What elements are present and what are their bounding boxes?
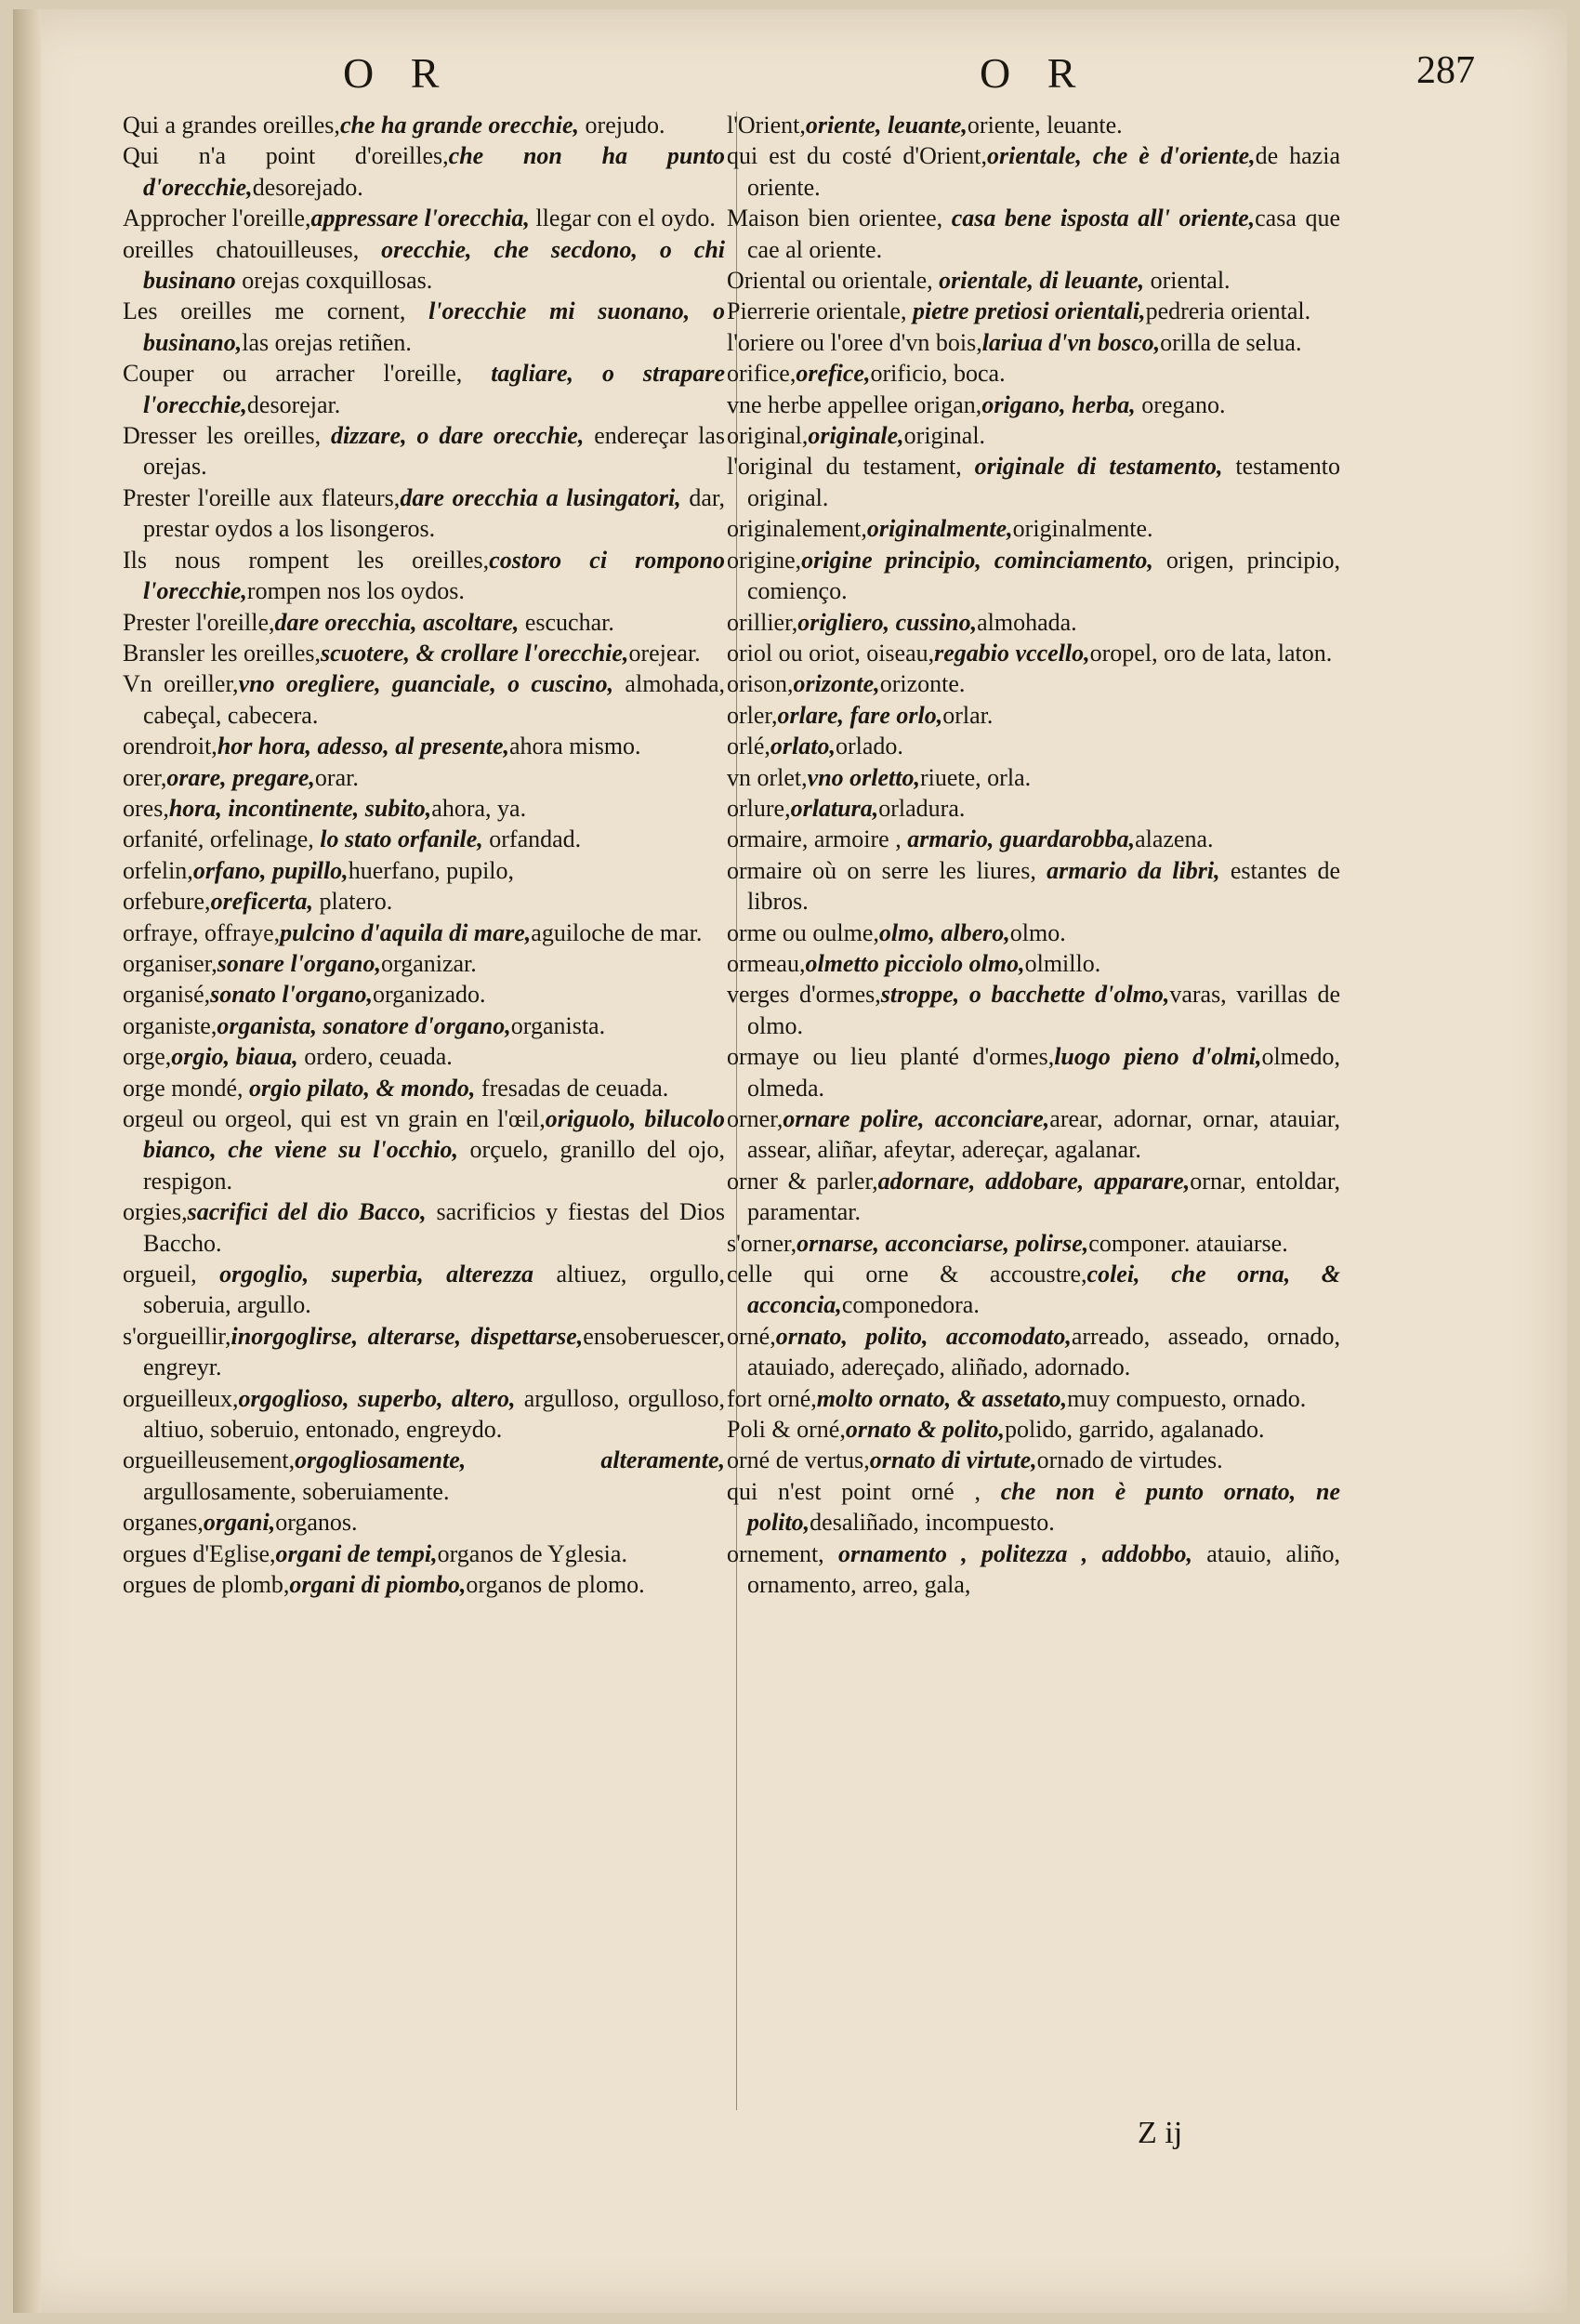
entry-french: orgueilleux, [123,1384,239,1412]
entry-spanish: componer. atauiarse. [1088,1229,1288,1257]
dictionary-entry [727,762,1340,793]
dictionary-entry [727,1476,1340,1538]
dictionary-entry [123,638,725,668]
dictionary-entry [727,296,1340,326]
entry-spanish: orladura. [878,794,966,822]
entry-italian: vno orletto, [807,763,920,791]
entry-spanish: sacrificios y fiestas del Dios Baccho. [143,1198,725,1257]
entry-spanish: componedora. [841,1291,980,1319]
entry-spanish: ornar, entoldar, paramentar. [747,1167,1340,1226]
entry-italian: oreficerta, [210,888,314,916]
entry-spanish: ahora mismo. [509,733,641,760]
entry-spanish: ensoberuescer, engreyr. [143,1322,725,1381]
entry-italian: organi di piombo, [289,1571,467,1599]
dictionary-entry [727,1041,1340,1103]
entry-italian: vno oregliere, guanciale, o cuscino, [238,670,614,698]
entry-spanish: fresadas de ceuada. [475,1074,669,1102]
entry-italian: origine principio, cominciamento, [801,546,1153,574]
entry-french: originalement, [727,515,867,543]
entry-italian: armario da libri, [1047,856,1220,884]
entry-french: Prester l'oreille aux flateurs, [123,483,401,511]
entry-italian: hora, incontinente, subito, [168,794,432,822]
entry-spanish: argulloso, orgulloso, altiuo, soberuio, entonado, engreydo. [143,1384,725,1444]
entry-french: orfraye, offraye, [123,918,281,946]
entry-spanish: endereçar las orejas. [143,422,725,481]
entry-italian: molto ornato, & assetato, [816,1384,1068,1412]
entry-italian: oriente, leuante, [805,112,968,139]
entry-italian: che non ha punto d'orecchie, [143,142,725,201]
dictionary-entry [727,1383,1340,1414]
entry-french: organes, [123,1509,204,1537]
entry-spanish: ornado de virtudes. [1036,1446,1223,1474]
entry-italian: orgogliosamente, alteramente, [295,1446,725,1474]
entry-spanish: organos. [275,1509,358,1537]
entry-french: qui est du costé d'Orient, [727,142,987,170]
entry-spanish: orilla de selua. [1160,328,1302,356]
entry-spanish: arear, adornar, ornar, atauiar, assear, aliñar, afeytar, adereçar, agalanar. [747,1105,1340,1164]
dictionary-entry [727,979,1340,1041]
dictionary-entry [727,1414,1340,1445]
dictionary-entry [123,203,725,233]
entry-french: Les oreilles me cornent, [123,297,429,325]
entry-spanish: olmedo, olmeda. [747,1043,1340,1102]
dictionary-entry [123,918,725,948]
entry-italian: originale, [808,422,904,450]
entry-french: vne herbe appellee origan, [727,390,982,418]
entry-french: qui n'est point orné , [727,1477,1001,1505]
entry-spanish: desaliñado, incompuesto. [810,1509,1055,1537]
entry-french: orgues d'Eglise, [123,1539,276,1567]
dictionary-entry [123,420,725,482]
entry-italian: orientale, che è d'oriente, [987,142,1256,170]
entry-spanish: escuchar. [519,608,614,636]
dictionary-entry [123,1010,725,1041]
entry-french: orgueilleusement, [123,1446,296,1474]
entry-italian: luogo pieno d'olmi, [1054,1043,1262,1071]
book-page [13,9,1567,2313]
entry-spanish: orejear. [628,639,701,667]
entry-spanish: oriente, leuante. [967,112,1123,139]
entry-french: origine, [727,546,802,574]
dictionary-entry [123,731,725,761]
entry-spanish: huerfano, pupilo, [348,856,515,884]
entry-spanish: organos de plomo. [466,1571,645,1599]
entry-italian: dare orecchia, ascoltare, [274,608,520,636]
right-column [727,110,1340,1601]
entry-french: ormeau, [727,949,806,977]
entry-italian: orare, pregare, [166,763,315,791]
entry-italian: orefice, [796,360,871,388]
entry-spanish: almohada. [977,608,1077,636]
entry-spanish: orfandad. [482,825,582,853]
dictionary-entry [727,513,1340,544]
dictionary-entry [727,1259,1340,1321]
entry-spanish: orificio, boca. [870,360,1006,388]
entry-italian: originale di testamento, [974,453,1223,481]
entry-french: orlure, [727,794,791,822]
entry-spanish: olmillo. [1024,949,1101,977]
entry-french: Dresser les oreilles, [123,422,331,450]
entry-french: l'oriere ou l'oree d'vn bois, [727,328,982,356]
entry-italian: olmo, albero, [878,918,1010,946]
entry-french: original, [727,422,809,450]
entry-italian: orgio, biaua, [171,1043,298,1071]
left-column [123,110,725,1601]
entry-italian: ornato & polito, [845,1416,1006,1444]
entry-italian: ornato, polito, accomodato, [775,1322,1072,1350]
entry-spanish: de hazia oriente. [747,142,1340,201]
entry-italian: lariua d'vn bosco, [981,328,1161,356]
entry-italian: lo stato orfanile, [320,825,483,853]
dictionary-entry [123,1041,725,1072]
entry-spanish: almohada, cabeçal, cabecera. [143,670,725,729]
entry-french: celle qui orne & accoustre, [727,1261,1087,1288]
entry-french: ores, [123,794,169,822]
entry-spanish: atauio, aliño, ornamento, arreo, gala, [747,1539,1341,1599]
dictionary-entry [727,1321,1340,1383]
dictionary-entry [123,1321,725,1383]
entry-spanish: ordero, ceuada. [297,1043,453,1071]
entry-spanish: organos de Yglesia. [437,1539,627,1567]
dictionary-entry [727,265,1340,296]
entry-french: orné de vertus, [727,1446,870,1474]
entry-spanish: altiuez, orgullo, soberuia, argullo. [143,1261,725,1319]
dictionary-entry [727,793,1340,824]
entry-italian: sacrifici del dio Bacco, [187,1198,427,1226]
entry-spanish: las orejas retiñen. [242,328,412,356]
dictionary-entry [123,668,725,731]
dictionary-entry [123,296,725,358]
entry-italian: orlato, [770,733,836,760]
entry-spanish: llegar con el oydo. [529,205,716,232]
dictionary-entry [727,451,1340,513]
dictionary-entry [727,110,1340,140]
dictionary-entry [123,1196,725,1259]
entry-italian: orlare, fare orlo, [777,701,943,729]
entry-italian: ornare polire, acconciare, [783,1105,1050,1132]
dictionary-entry [123,762,725,793]
page-gutter [13,9,41,2313]
entry-french: orné, [727,1322,776,1350]
entry-spanish: oregano. [1135,390,1226,418]
entry-french: Pierrerie orientale, [727,297,913,325]
entry-spanish: organizar. [381,949,477,977]
entry-italian: dizzare, o dare orecchie, [330,422,585,450]
entry-spanish: casa que cae al oriente. [747,205,1340,263]
dictionary-entry [727,855,1340,918]
entry-french: l'original du testament, [727,453,975,481]
dictionary-entry [123,358,725,420]
entry-italian: organista, sonatore d'organo, [217,1011,511,1039]
entry-spanish: pedreria oriental. [1145,297,1311,325]
entry-italian: ornamento , politezza , addobbo, [837,1539,1192,1567]
entry-french: s'orner, [727,1229,797,1257]
entry-french: orillier, [727,608,798,636]
entry-french: orison, [727,670,794,698]
dictionary-entry [727,1103,1340,1166]
entry-spanish: orejas coxquillosas. [235,267,433,295]
entry-spanish: varas, varillas de olmo. [747,981,1340,1039]
entry-italian: stroppe, o bacchette d'olmo, [880,981,1170,1009]
entry-italian: organi de tempi, [275,1539,438,1567]
dictionary-entry [727,390,1340,420]
entry-french: Approcher l'oreille, [123,205,311,232]
dictionary-entry [123,607,725,638]
entry-spanish: origen, principio, comienço. [747,546,1340,605]
dictionary-entry [727,918,1340,948]
entry-italian: origano, herba, [981,390,1136,418]
entry-italian: orizonte, [793,670,880,698]
entry-spanish: orar. [314,763,359,791]
entry-french: Qui n'a point d'oreilles, [123,142,449,170]
entry-italian: orgoglioso, superbo, altero, [238,1384,516,1412]
entry-french: Oriental ou orientale, [727,267,940,295]
entry-spanish: orizonte. [879,670,966,698]
dictionary-entry [123,855,725,886]
entry-french: fort orné, [727,1384,817,1412]
entry-french: ormaire où on serre les liures, [727,856,1047,884]
entry-french: organisé, [123,981,211,1009]
entry-french: orgeul ou orgeol, qui est vn grain en l'œil, [123,1105,546,1132]
entry-italian: l'orecchie mi suonano, o businano, [143,297,725,356]
entry-spanish: testamento original. [747,453,1340,511]
entry-italian: orgio pilato, & mondo, [249,1074,476,1102]
dictionary-entry [123,886,725,917]
entry-french: orlé, [727,733,770,760]
entry-french: oriol ou oriot, oiseau, [727,639,935,667]
dictionary-entry [727,1228,1340,1259]
left-running-head: O R [343,49,453,97]
entry-spanish: oriental. [1144,267,1231,295]
entry-french: orge, [123,1043,172,1071]
entry-spanish: desorejar. [246,390,341,418]
entry-italian: casa bene isposta all' oriente, [951,205,1256,232]
dictionary-entry [727,948,1340,979]
entry-french: s'orgueillir, [123,1322,231,1350]
entry-french: l'Orient, [727,112,806,139]
dictionary-entry [727,638,1340,668]
entry-french: Maison bien orientee, [727,205,952,232]
entry-italian: regabio vccello, [934,639,1090,667]
entry-italian: orgoglio, superbia, alterezza [219,1261,534,1288]
entry-french: orfanité, orfelinage, [123,825,321,853]
entry-italian: inorgoglirse, alterarse, dispettarse, [230,1322,584,1350]
entry-french: vn orlet, [727,763,808,791]
entry-spanish: platero. [313,888,393,916]
entry-spanish: organizado. [372,981,486,1009]
entry-spanish: orçuelo, granillo del ojo, respigon. [143,1136,725,1195]
dictionary-entry [727,668,1340,699]
entry-french: orgueil, [123,1261,220,1288]
entry-italian: origuolo, bilucolo bianco, che viene su l'occhio, [143,1105,725,1164]
dictionary-entry [123,545,725,607]
entry-french: orner, [727,1105,783,1132]
dictionary-entry [123,1259,725,1321]
entry-italian: orientale, di leuante, [939,267,1145,295]
entry-spanish: oropel, oro de lata, laton. [1089,639,1333,667]
entry-spanish: rompen nos los oydos. [246,577,465,605]
entry-italian: orlatura, [790,794,879,822]
entry-italian: tagliare, o strapare l'orecchie, [143,360,725,418]
entry-italian: ornarse, acconciarse, polirse, [797,1229,1089,1257]
entry-french: ormaye ou lieu planté d'ormes, [727,1043,1055,1071]
entry-italian: orfano, pupillo, [192,856,349,884]
entry-italian: costoro ci rompono l'orecchie, [143,546,725,605]
dictionary-entry [727,607,1340,638]
entry-italian: appressare l'orecchia, [310,205,530,232]
entry-spanish: ahora, ya. [431,794,527,822]
entry-french: orgies, [123,1198,188,1226]
entry-french: organiser, [123,949,217,977]
entry-italian: sonato l'organo, [210,981,373,1009]
dictionary-entry [123,793,725,824]
entry-french: verges d'ormes, [727,981,881,1009]
entry-spanish: arreado, asseado, ornado, atauiado, adereçado, aliñado, adornado. [747,1322,1340,1381]
entry-italian: che ha grande orecchie, [339,112,580,139]
entry-spanish: argullosamente, soberuiamente. [143,1477,450,1505]
entry-french: organiste, [123,1011,217,1039]
entry-spanish: polido, garrido, agalanado. [1005,1416,1265,1444]
entry-spanish: riuete, orla. [920,763,1032,791]
entry-italian: origliero, cussino, [797,608,978,636]
dictionary-entry [123,824,725,854]
entry-french: Bransler les oreilles, [123,639,321,667]
dictionary-entry [123,1569,725,1600]
dictionary-entry [123,948,725,979]
dictionary-entry [123,110,725,140]
entry-french: orfebure, [123,888,211,916]
entry-french: orler, [727,701,778,729]
entry-spanish: desorejado. [252,173,363,201]
signature-mark: Z ij [1138,2116,1183,2150]
entry-spanish: orlar. [942,701,994,729]
entry-italian: pietre pretiosi orientali, [912,297,1146,325]
entry-spanish: alazena. [1135,825,1214,853]
entry-spanish: muy compuesto, ornado. [1067,1384,1307,1412]
dictionary-entry [123,1538,725,1569]
entry-french: orifice, [727,360,797,388]
entry-italian: pulcino d'aquila di mare, [280,918,532,946]
entry-spanish: aguiloche de mar. [531,918,703,946]
entry-spanish: estantes de libros. [747,856,1340,916]
entry-spanish: dar, prestar oydos a los lisongeros. [143,483,725,543]
dictionary-entry [727,358,1340,389]
entry-french: orendroit, [123,733,217,760]
entry-italian: adornare, addobare, apparare, [877,1167,1191,1195]
dictionary-entry [123,1383,725,1446]
page-number: 287 [1416,49,1475,92]
entry-french: Ils nous rompent les oreilles, [123,546,490,574]
entry-spanish: organista. [510,1011,606,1039]
dictionary-entry [123,1073,725,1103]
dictionary-entry [123,482,725,545]
dictionary-entry [727,327,1340,358]
entry-spanish: orlado. [836,733,903,760]
dictionary-entry [727,1538,1340,1601]
dictionary-entry [727,545,1340,607]
entry-french: orer, [123,763,167,791]
entry-french: orner & parler, [727,1167,878,1195]
entry-french: orge mondé, [123,1074,249,1102]
dictionary-entry [727,1166,1340,1228]
entry-spanish: originalmente. [1012,515,1153,543]
dictionary-entry [727,140,1340,203]
entry-french: ornement, [727,1539,838,1567]
dictionary-entry [727,700,1340,731]
entry-spanish: original. [903,422,986,450]
dictionary-entry [123,1445,725,1507]
entry-italian: organi, [203,1509,276,1537]
entry-french: Qui a grandes oreilles, [123,112,340,139]
entry-french: orme ou oulme, [727,918,879,946]
dictionary-entry [123,234,725,297]
entry-italian: hor hora, adesso, al presente, [217,733,510,760]
dictionary-entry [727,203,1340,265]
entry-french: Prester l'oreille, [123,608,275,636]
entry-french: orgues de plomb, [123,1571,290,1599]
dictionary-entry [727,420,1340,451]
entry-spanish: orejudo. [579,112,665,139]
entry-italian: dare orecchia a lusingatori, [400,483,681,511]
dictionary-entry [123,979,725,1010]
dictionary-entry [123,1103,725,1196]
dictionary-entry [123,1507,725,1538]
dictionary-entry [727,824,1340,854]
entry-french: ormaire, armoire , [727,825,908,853]
entry-italian: sonare l'organo, [217,949,381,977]
entry-french: Poli & orné, [727,1416,846,1444]
entry-italian: colei, che orna, & acconcia, [747,1261,1341,1319]
entry-french: oreilles chatouilleuses, [123,235,382,263]
dictionary-entry [123,140,725,203]
entry-french: Couper ou arracher l'oreille, [123,360,492,388]
entry-italian: che non è punto ornato, ne polito, [747,1477,1341,1537]
dictionary-entry [727,731,1340,761]
entry-french: orfelin, [123,856,193,884]
right-running-head: O R [980,49,1089,97]
dictionary-entry [727,1445,1340,1475]
entry-french: Vn oreiller, [123,670,239,698]
entry-spanish: olmo. [1009,918,1066,946]
entry-italian: ornato di virtute, [869,1446,1037,1474]
entry-italian: olmetto picciolo olmo, [805,949,1025,977]
entry-italian: armario, guardarobba, [907,825,1136,853]
entry-italian: orecchie, che secdono, o chi businano [143,235,725,295]
entry-italian: originalmente, [866,515,1013,543]
entry-italian: scuotere, & crollare l'orecchie, [321,639,629,667]
